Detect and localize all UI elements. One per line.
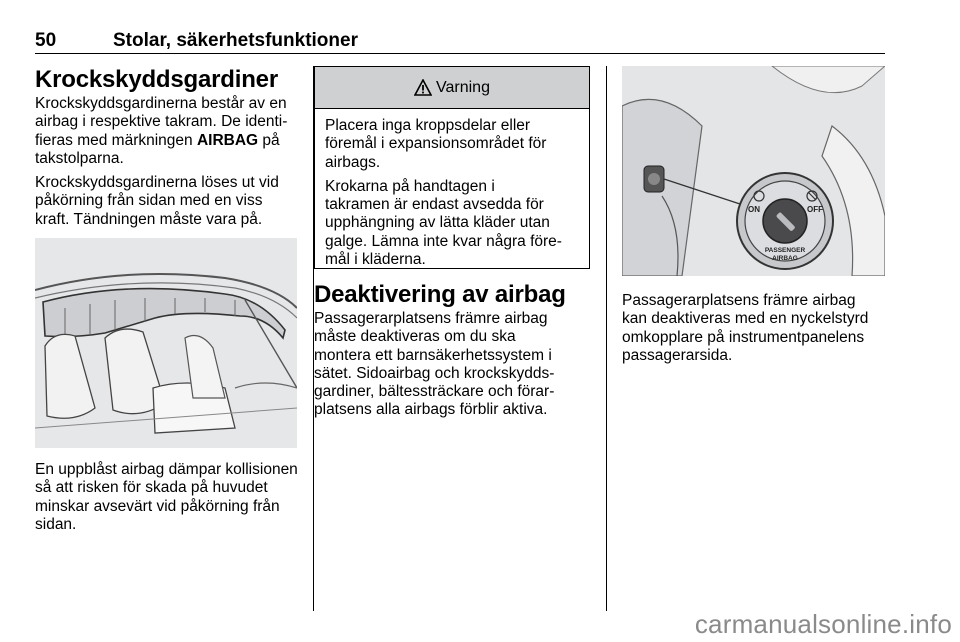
text-line: omkopplare på instrumentpanelens (622, 328, 865, 346)
paragraph-deployment (35, 174, 305, 229)
switch-passenger-label: PASSENGER (764, 247, 806, 254)
text-line: En uppblåst airbag dämpar kollisionen (35, 461, 298, 478)
section-heading-curtain-airbags: Krockskyddsgardiner (35, 66, 278, 93)
caption-airbag-switch (622, 292, 887, 371)
text-line: mål i kläderna. (325, 251, 426, 269)
text-line: påkörning från sidan med en viss (35, 192, 263, 210)
text-line: upphängning av lätta kläder utan (325, 214, 550, 232)
text-line: Krockskyddsgardinerna består av en (35, 95, 287, 112)
airbag-marking: AIRBAG (196, 131, 259, 149)
text-line: kan deaktiveras med en nyckelstyrd (622, 310, 869, 328)
switch-on-label: ON (748, 205, 760, 214)
text-line: föremål i expansionsområdet för (325, 135, 547, 153)
header-rule (35, 53, 885, 54)
text-line: fieras med märkningen (35, 131, 197, 149)
watermark: carmanualsonline.info (694, 609, 952, 639)
column-2-section (314, 281, 594, 426)
text-line: platsens alla airbags förblir aktiva. (314, 401, 548, 419)
text-line: airbags. (325, 153, 381, 171)
text-line: sätet. Sidoairbag och krockskydds‐ (314, 364, 555, 382)
switch-airbag-label: AIRBAG (772, 255, 798, 262)
text-line: Krokarna på handtagen i (325, 177, 495, 195)
text-line: montera ett barnsäkerhetssystem i (314, 346, 552, 364)
page-header-title: Stolar, säkerhetsfunktioner (113, 30, 358, 51)
text-line: sidan. (35, 515, 77, 533)
text-line: passagerarsida. (622, 346, 733, 364)
text-line: takramen är endast avsedda för (325, 196, 544, 214)
text-line: gardiner, bältessträckare och förar‐ (314, 383, 555, 401)
text-line: Passagerarplatsens främre airbag (314, 310, 548, 327)
text-line: så att risken för skada på huvudet (35, 479, 268, 497)
text-line: takstolparna. (35, 149, 124, 167)
text-line: Passagerarplatsens främre airbag (622, 292, 856, 309)
page-number: 50 (35, 30, 57, 51)
airbag-switch-illustration (622, 66, 885, 276)
column-1 (35, 66, 305, 235)
text-line: Krockskyddsgardinerna löses ut vid (35, 174, 279, 192)
text-line: Placera inga kroppsdelar eller (325, 117, 531, 134)
caption-curtain-airbag (35, 461, 305, 540)
text-line: airbag i respektive takram. De identi‐ (35, 113, 288, 131)
warning-body (315, 109, 589, 269)
curtain-airbag-illustration (35, 238, 297, 448)
text-line: kraft. Tändningen måste vara på. (35, 210, 263, 228)
text-line: måste deaktiveras om du ska (314, 328, 516, 346)
text-line: galge. Lämna inte kvar några före‐ (325, 232, 562, 250)
paragraph-curtain-airbags-intro (35, 95, 305, 168)
warning-icon (414, 79, 432, 96)
section-heading-airbag-deactivation: Deaktivering av airbag (314, 281, 566, 308)
column-divider-2 (606, 66, 607, 611)
warning-header (315, 67, 589, 109)
paragraph-deactivation (314, 310, 594, 420)
text-line: minskar avsevärt vid påkörning från (35, 497, 280, 515)
warning-box (314, 66, 590, 269)
text-line: på (258, 131, 280, 149)
switch-off-label: OFF (807, 205, 823, 214)
warning-title: Varning (436, 78, 490, 96)
